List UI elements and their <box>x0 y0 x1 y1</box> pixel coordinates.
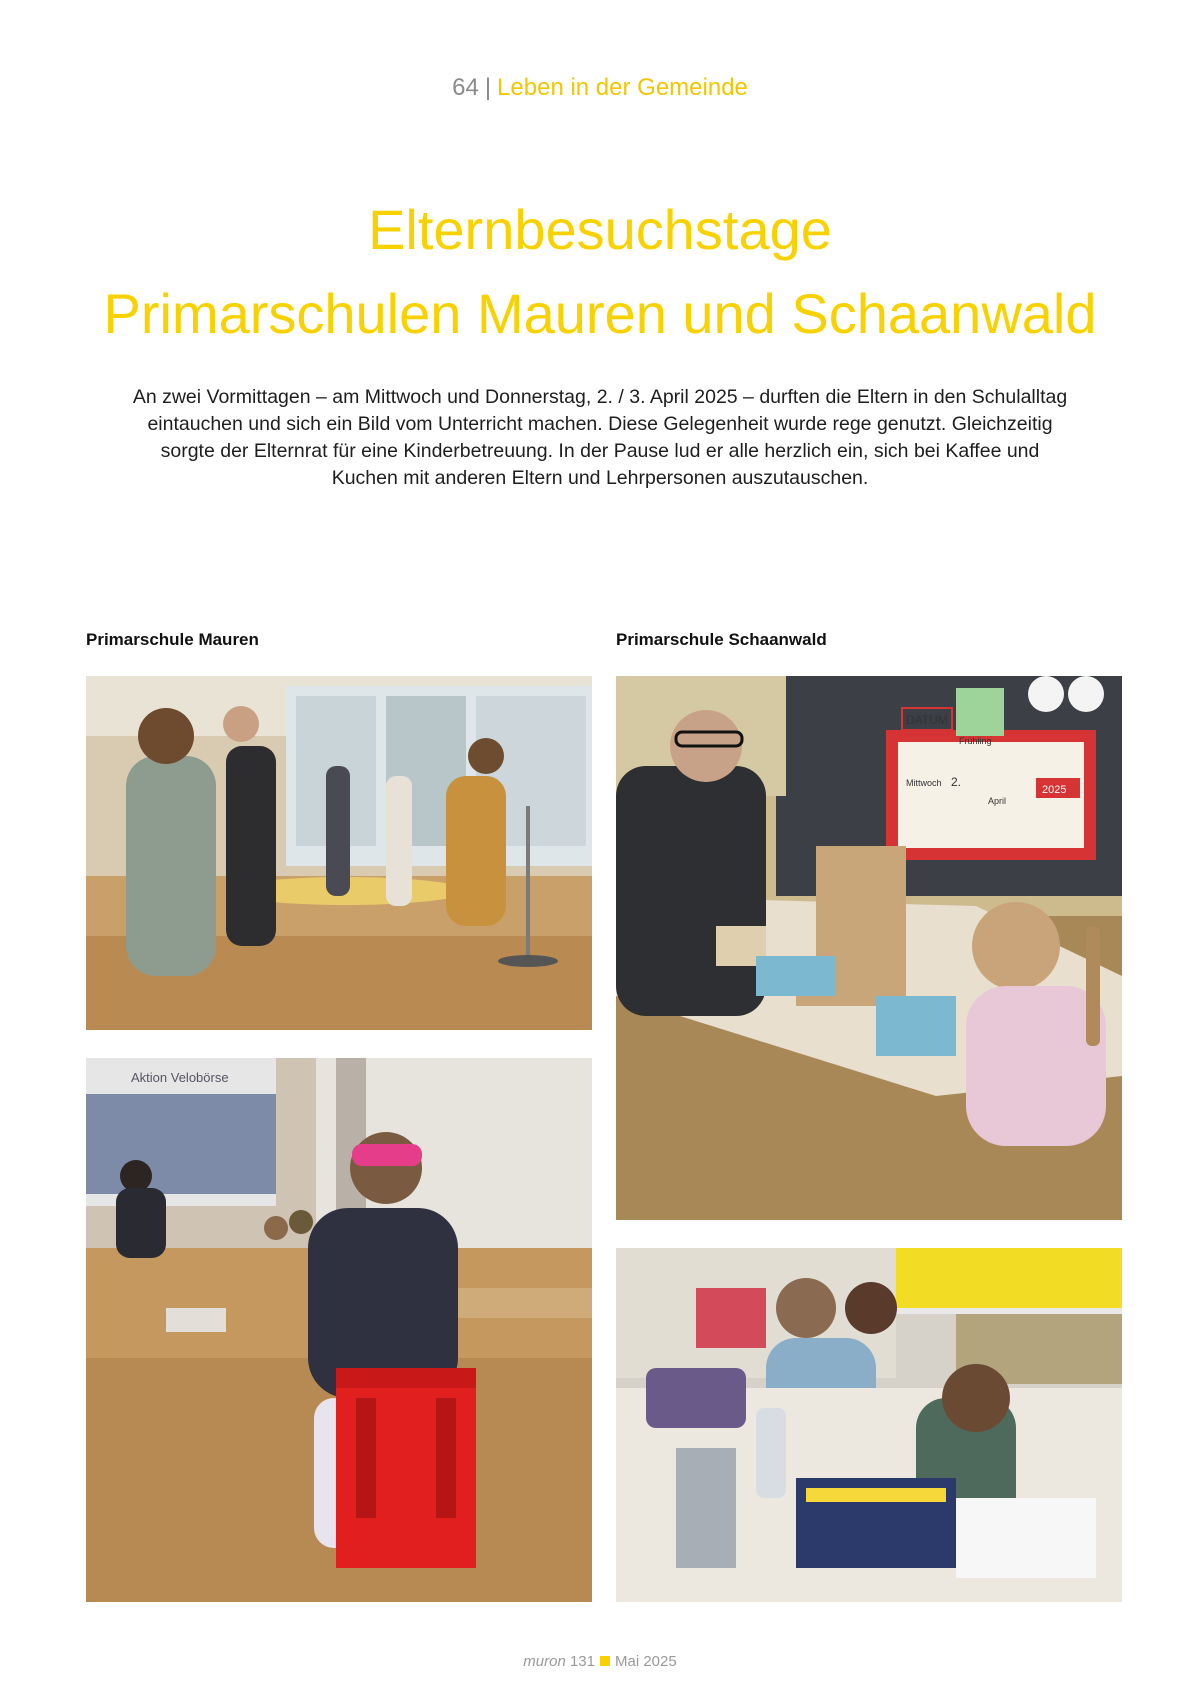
article-title <box>0 188 1200 356</box>
intro-paragraph: An zwei Vormittagen – am Mittwoch und Donnerstag, 2. / 3. April 2025 – durften die Eltern in den Schulalltag eintauchen und sich ein Bild vom Unterricht machen. Diese Gelegenheit wurde rege genutzt. Gleichzeitig sorgte der Elternrat für eine Kinderbetreuung. In der Pause lud er alle herzlich ein, sich bei Kaffee und Kuchen mit anderen Eltern und Lehrpersonen auszutauschen. <box>132 386 1068 489</box>
issue-date: Mai 2025 <box>615 1653 677 1670</box>
footer-square-icon <box>600 1656 610 1666</box>
board-month: April <box>988 796 1007 806</box>
board-season: Frühling <box>959 736 992 746</box>
board-year: 2025 <box>1042 784 1067 796</box>
caption-schaanwald: Primarschule Schaanwald <box>616 630 827 649</box>
board-datum: DATUM <box>906 713 948 727</box>
caption-mauren: Primarschule Mauren <box>86 630 259 649</box>
page-number: 64 <box>452 74 479 101</box>
board-weekday: Mittwoch <box>906 778 942 788</box>
header-separator: | <box>484 74 492 101</box>
page-footer <box>0 1652 1200 1672</box>
magazine-name: muron <box>523 1653 566 1670</box>
projection-title: Aktion Velobörse <box>131 1070 229 1085</box>
photo-schaanwald-father <box>616 676 1122 1220</box>
section-title: Leben in der Gemeinde <box>497 74 748 101</box>
photo-mauren-parents <box>86 676 592 1030</box>
issue-number: 131 <box>569 1653 595 1670</box>
photo-mauren-child <box>86 1058 592 1602</box>
title-line-2: Primarschulen Mauren und Schaanwald <box>103 282 1097 345</box>
photo-schaanwald-class <box>616 1248 1122 1602</box>
title-line-1: Elternbesuchstage <box>368 198 832 261</box>
page-header <box>0 72 1200 104</box>
board-day: 2. <box>951 775 962 789</box>
